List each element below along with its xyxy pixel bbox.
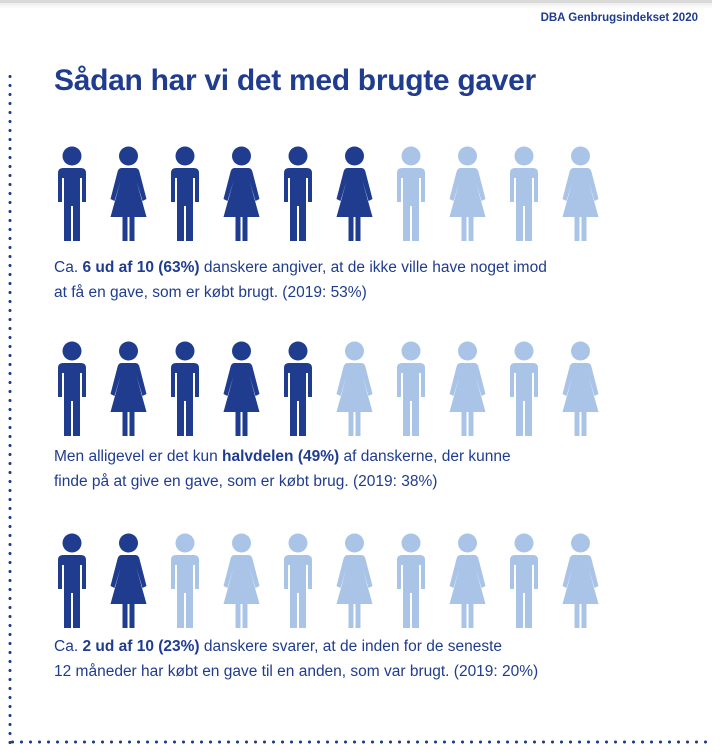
person-female-icon-filled (224, 147, 260, 242)
stat-text-3-before: Ca. (54, 638, 83, 655)
dotted-border-bottom (8, 740, 712, 744)
person-male-icon-empty (284, 534, 312, 629)
person-male-icon-empty (397, 147, 425, 242)
stat-text-2-line2: finde på at give en gave, som er købt brug. (2019: 38%) (54, 473, 438, 490)
person-female-icon-empty (337, 342, 373, 437)
person-female-icon-empty (450, 342, 486, 437)
person-male-icon-filled (58, 147, 86, 242)
pictograph-svg-3 (50, 533, 610, 633)
person-male-icon-filled (171, 342, 199, 437)
person-male-icon-empty (171, 534, 199, 629)
stat-text-2-before: Men alligevel er det kun (54, 448, 223, 465)
pictograph-row-2 (50, 341, 610, 441)
pictograph-row-3 (50, 533, 610, 633)
person-female-icon-empty (563, 534, 599, 629)
person-male-icon-empty (397, 534, 425, 629)
person-female-icon-empty (563, 147, 599, 242)
person-male-icon-filled (284, 342, 312, 437)
dotted-border-left (8, 72, 12, 748)
stat-text-2-after: af danskerne, der kunne (339, 448, 511, 465)
person-male-icon-empty (510, 147, 538, 242)
person-female-icon-filled (111, 342, 147, 437)
pictograph-row-1 (50, 146, 610, 246)
person-male-icon-empty (510, 342, 538, 437)
top-rule-shadow (0, 3, 712, 9)
person-female-icon-empty (563, 342, 599, 437)
person-female-icon-empty (337, 534, 373, 629)
page-title: Sådan har vi det med brugte gaver (54, 64, 536, 97)
stat-text-3 (54, 634, 694, 684)
person-male-icon-filled (58, 342, 86, 437)
person-female-icon-filled (337, 147, 373, 242)
person-female-icon-filled (111, 147, 147, 242)
stat-text-3-highlight: 2 ud af 10 (23%) (82, 638, 200, 655)
stat-text-3-after: danskere svarer, at de inden for de seneste (199, 638, 503, 655)
stat-text-1-line2: at få en gave, som er købt brugt. (2019: 53%) (54, 284, 367, 301)
pictograph-svg-1 (50, 146, 610, 246)
person-male-icon-filled (284, 147, 312, 242)
person-male-icon-empty (510, 534, 538, 629)
person-female-icon-filled (111, 534, 147, 629)
stat-text-1 (54, 255, 694, 305)
pictograph-svg-2 (50, 341, 610, 441)
person-female-icon-filled (224, 342, 260, 437)
stat-text-2 (54, 444, 694, 494)
stat-text-1-highlight: 6 ud af 10 (63%) (82, 259, 200, 276)
person-male-icon-empty (397, 342, 425, 437)
person-female-icon-empty (450, 534, 486, 629)
stat-text-2-highlight: halvdelen (49%) (222, 448, 340, 465)
brand-label: DBA Genbrugsindekset 2020 (540, 12, 698, 24)
person-female-icon-empty (450, 147, 486, 242)
stat-text-3-line2: 12 måneder har købt en gave til en anden, som var brugt. (2019: 20%) (54, 663, 539, 680)
person-male-icon-filled (171, 147, 199, 242)
stat-text-1-before: Ca. (54, 259, 83, 276)
person-male-icon-filled (58, 534, 86, 629)
person-female-icon-empty (224, 534, 260, 629)
stat-text-1-after: danskere angiver, at de ikke ville have noget imod (199, 259, 547, 276)
